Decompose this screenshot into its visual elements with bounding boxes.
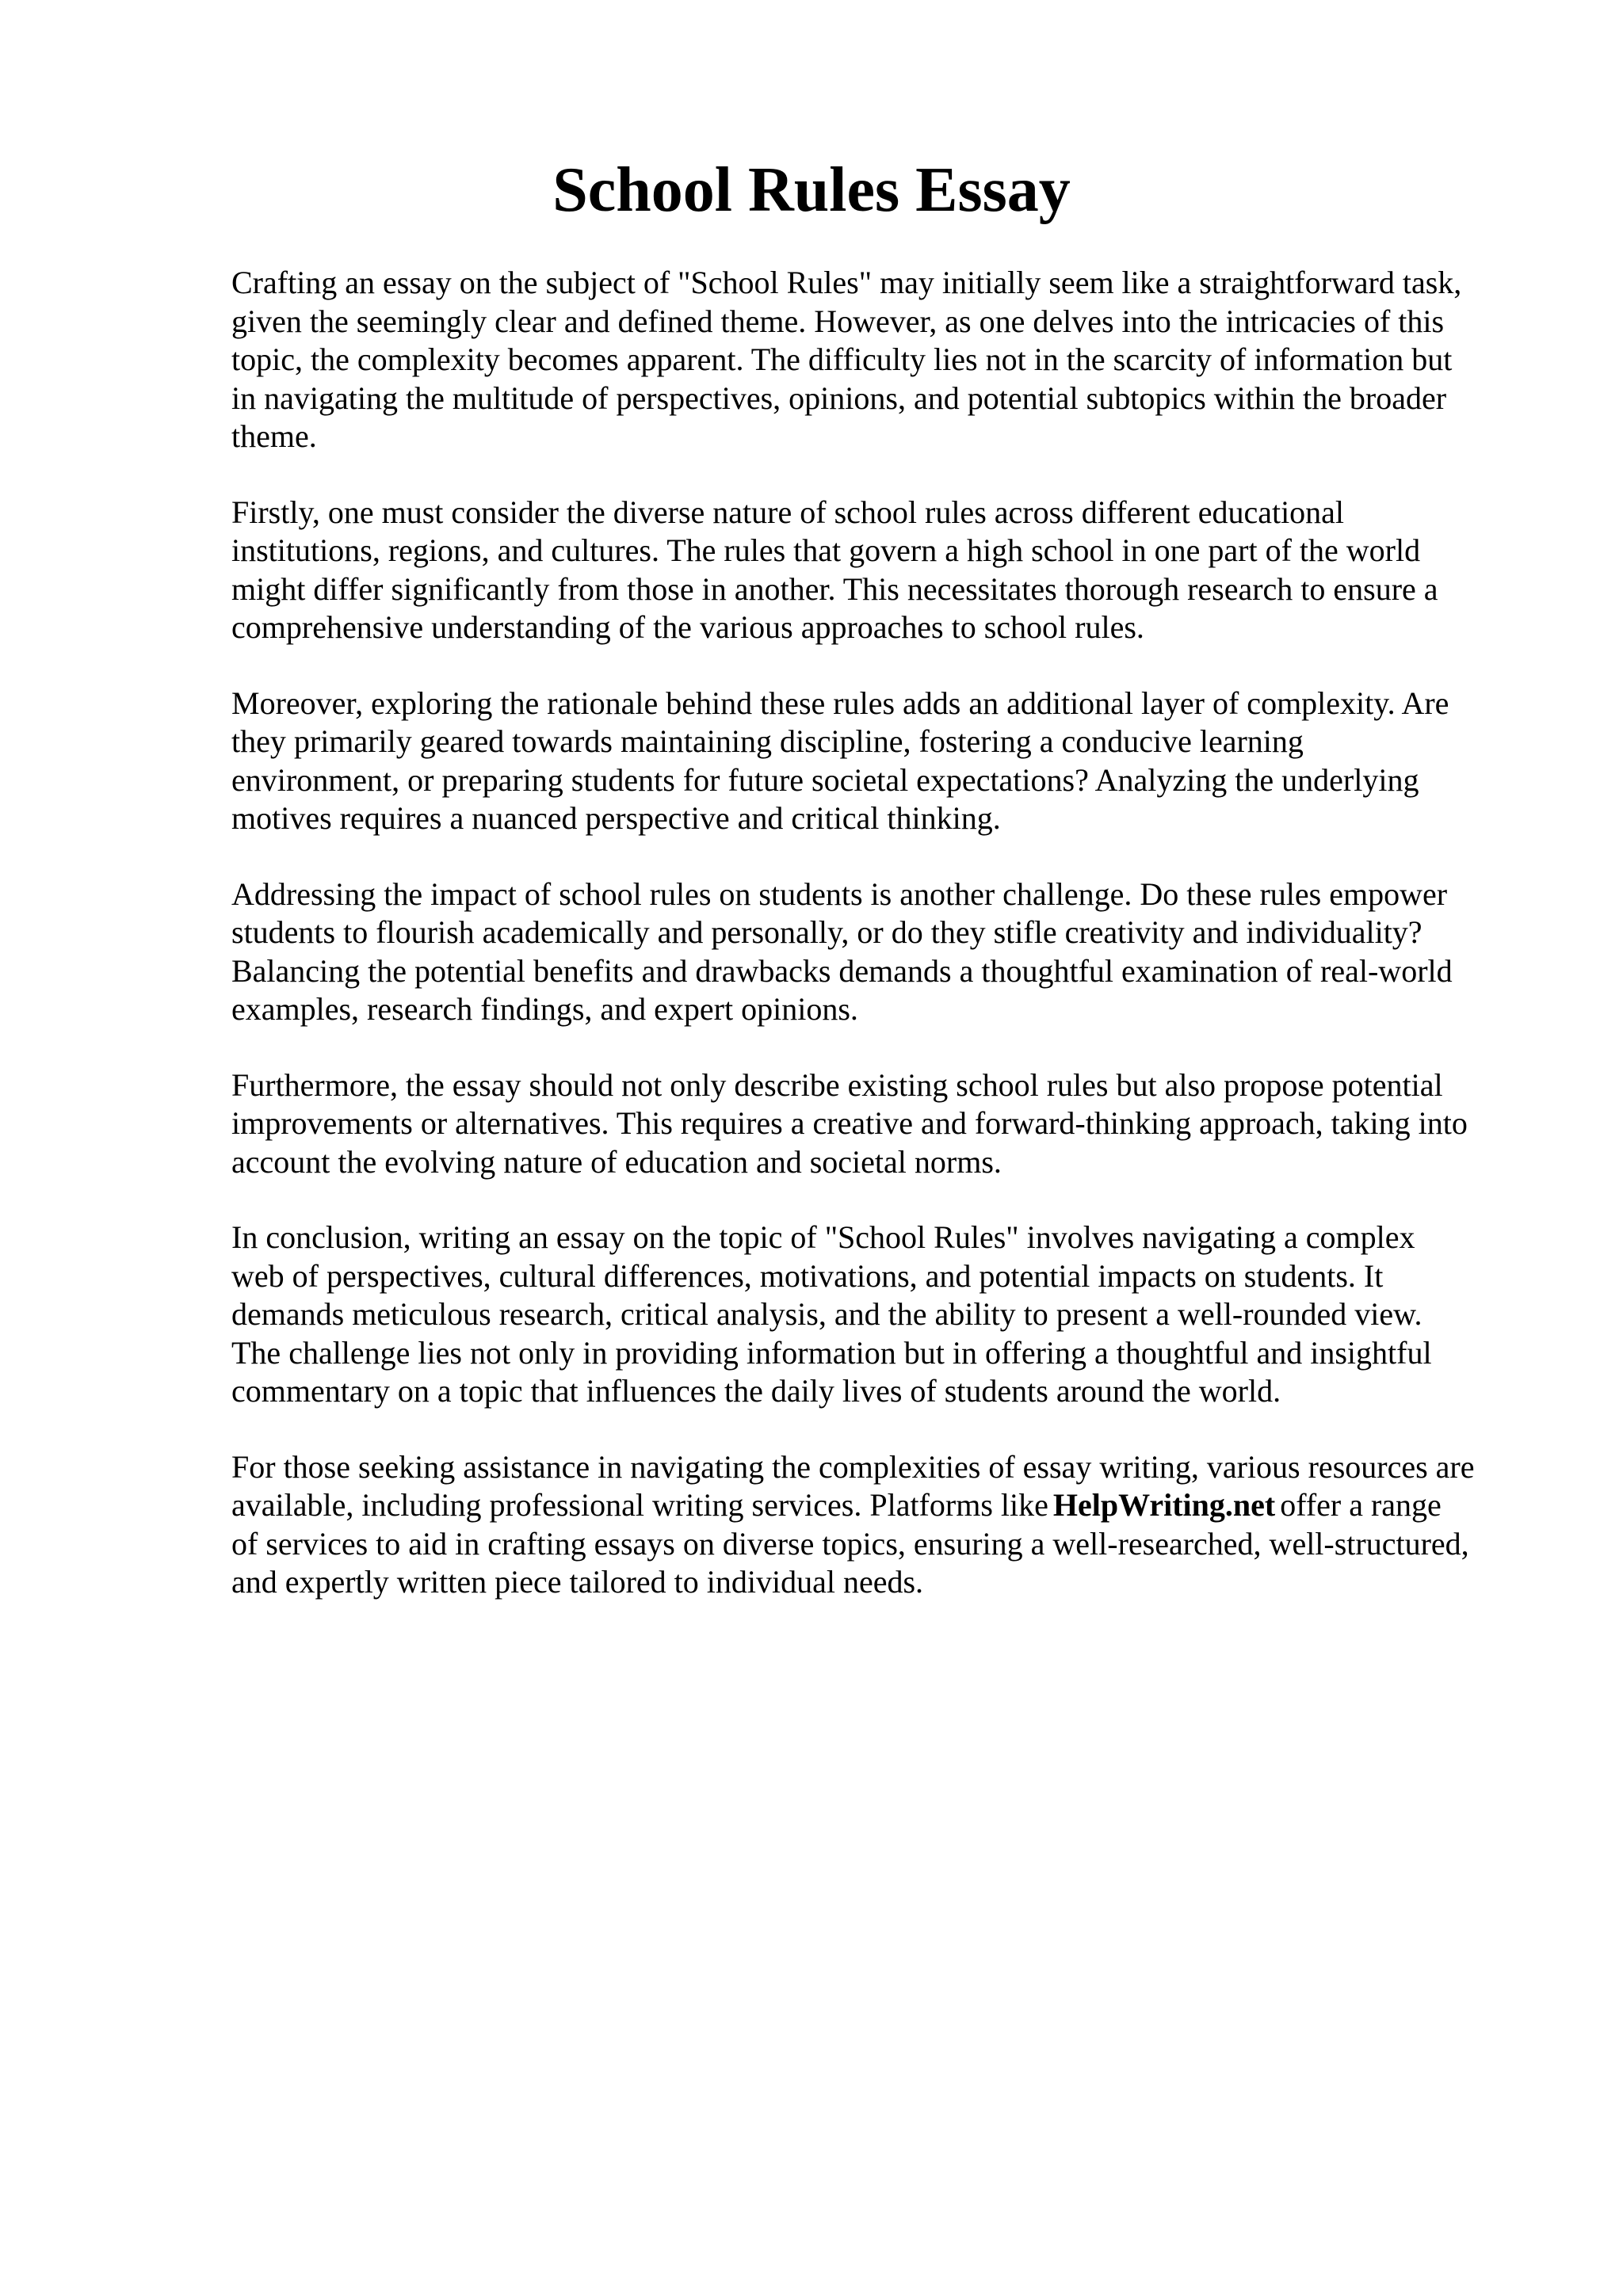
text-line: students to flourish academically and personally, or do they stifle creativity and individuality? [231,914,1423,950]
paragraph-diverse-nature [231,494,1531,647]
essay-body [231,264,1531,1639]
text-line: environment, or preparing students for future societal expectations? Analyzing the underlying [231,761,1419,798]
paragraph-improvements [231,1066,1531,1182]
text-line: Addressing the impact of school rules on students is another challenge. Do these rules empower [231,875,1448,912]
text-segment: offer a range [1280,1487,1442,1523]
text-line: web of perspectives, cultural differences, motivations, and potential impacts on students. It [231,1257,1384,1294]
text-line: account the evolving nature of education and societal norms. [231,1143,1002,1180]
text-line: improvements or alternatives. This requires a creative and forward-thinking approach, taking into [231,1105,1468,1141]
text-segment: available, including professional writing services. Platforms like [231,1487,1048,1523]
text-line: they primarily geared towards maintaining discipline, fostering a conducive learning [231,723,1304,759]
text-line: demands meticulous research, critical analysis, and the ability to present a well-rounded view. [231,1296,1423,1332]
text-line: in navigating the multitude of perspectives, opinions, and potential subtopics within the broader [231,379,1447,416]
text-line: Moreover, exploring the rationale behind these rules adds an additional layer of complexity. Are [231,685,1449,721]
text-line: examples, research findings, and expert opinions. [231,991,858,1027]
paragraph-impact [231,875,1531,1029]
text-line: might differ significantly from those in another. This necessitates thorough research to ensure a [231,570,1438,607]
paragraph-rationale [231,685,1531,838]
text-line: given the seemingly clear and defined theme. However, as one delves into the intricacies of this [231,303,1445,339]
text-line: Firstly, one must consider the diverse nature of school rules across different educational [231,494,1345,530]
text-line: The challenge lies not only in providing information but in offering a thoughtful and insightful [231,1334,1432,1371]
text-line: and expertly written piece tailored to individual needs. [231,1564,924,1600]
text-line: For those seeking assistance in navigating the complexities of essay writing, various resources are [231,1448,1475,1485]
paragraph-conclusion [231,1219,1531,1411]
paragraph-intro [231,264,1531,456]
text-line: In conclusion, writing an essay on the topic of "School Rules" involves navigating a complex [231,1219,1415,1255]
text-line: institutions, regions, and cultures. The rules that govern a high school in one part of the world [231,532,1421,568]
text-line: theme. [231,418,317,454]
paragraph-closing [231,1448,1531,1602]
text-line: motives requires a nuanced perspective and critical thinking. [231,800,1001,836]
brand-name: HelpWriting.net [1052,1487,1276,1523]
text-line: topic, the complexity becomes apparent. The difficulty lies not in the scarcity of information but [231,341,1453,377]
text-line: Furthermore, the essay should not only describe existing school rules but also propose potential [231,1066,1443,1103]
page-title: School Rules Essay [552,155,1071,225]
text-line: commentary on a topic that influences the daily lives of students around the world. [231,1373,1281,1409]
text-line: Balancing the potential benefits and drawbacks demands a thoughtful examination of real-world [231,952,1453,989]
text-line-with-brand [231,1486,1531,1525]
text-line: comprehensive understanding of the various approaches to school rules. [231,609,1144,645]
text-line: Crafting an essay on the subject of "School Rules" may initially seem like a straightforward task, [231,265,1462,300]
text-line: of services to aid in crafting essays on diverse topics, ensuring a well-researched, well-structured, [231,1525,1469,1562]
